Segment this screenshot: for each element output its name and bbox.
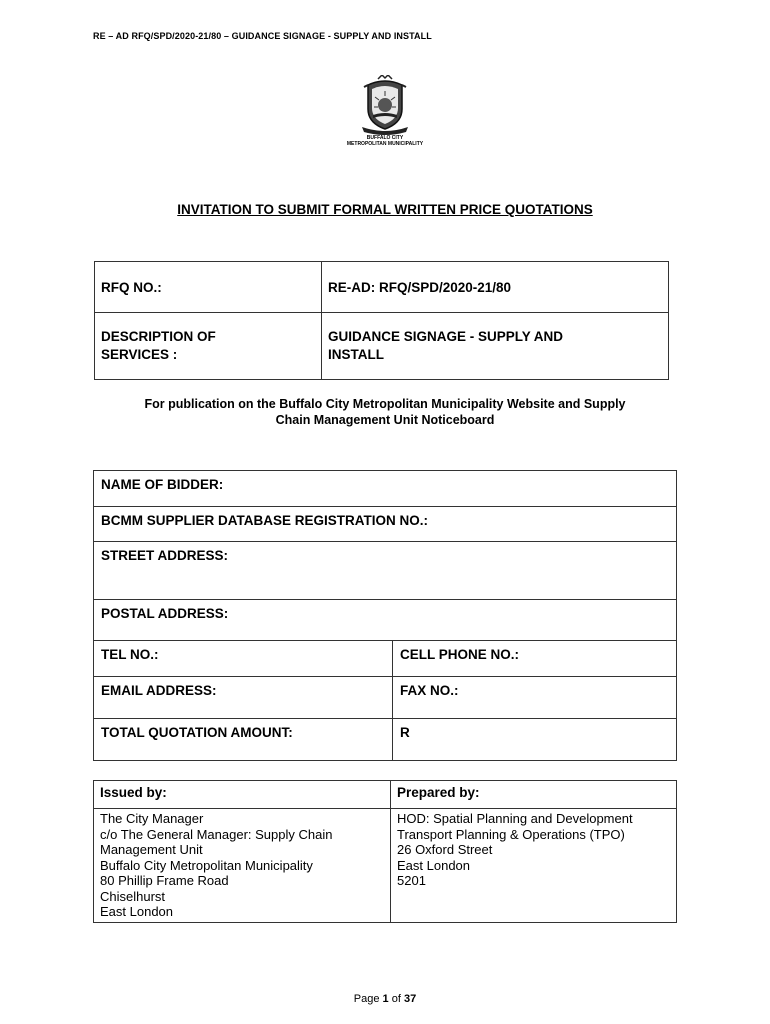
prepared-line: 5201 xyxy=(397,873,426,888)
description-label xyxy=(95,313,322,380)
table-row xyxy=(94,600,677,641)
issued-by-address xyxy=(94,809,391,923)
description-label-line2: SERVICES : xyxy=(101,347,178,362)
page-prefix: Page xyxy=(353,993,380,1005)
supplier-registration-field[interactable]: BCMM SUPPLIER DATABASE REGISTRATION NO.: xyxy=(94,507,677,542)
table-row xyxy=(94,542,677,600)
municipality-logo xyxy=(340,75,430,151)
issued-by-label: Issued by: xyxy=(94,781,391,809)
description-value xyxy=(322,313,669,380)
rfq-table xyxy=(94,261,669,380)
issued-line: East London xyxy=(100,904,174,919)
issuer-table xyxy=(93,780,677,923)
issued-line: Chiselhurst xyxy=(100,888,166,904)
rfq-value: RE-AD: RFQ/SPD/2020-21/80 xyxy=(322,262,669,313)
table-row xyxy=(94,781,677,809)
issued-line: 80 Phillip Frame Road xyxy=(100,873,229,888)
table-row xyxy=(94,677,677,719)
publication-note xyxy=(100,396,670,428)
issued-line: The City Manager xyxy=(100,811,204,826)
table-row xyxy=(95,313,669,380)
total-amount-field[interactable]: R xyxy=(393,719,677,761)
table-row xyxy=(94,641,677,677)
prepared-line: Transport Planning & Operations (TPO) xyxy=(397,826,625,842)
bidder-details-table xyxy=(93,470,677,761)
coat-of-arms-icon xyxy=(360,75,410,135)
prepared-by-label: Prepared by: xyxy=(391,781,677,809)
table-row xyxy=(94,471,677,507)
total-amount-label: TOTAL QUOTATION AMOUNT: xyxy=(94,719,393,761)
page-number xyxy=(0,993,770,1005)
publication-line1: For publication on the Buffalo City Metropolitan Municipality Website and Supply xyxy=(144,397,626,411)
fax-field[interactable]: FAX NO.: xyxy=(393,677,677,719)
description-value-line2: INSTALL xyxy=(328,347,384,362)
table-row xyxy=(94,809,677,923)
logo-text-line1: BUFFALO CITY xyxy=(366,135,404,141)
prepared-line: East London xyxy=(397,857,471,873)
table-row xyxy=(94,719,677,761)
tel-field[interactable]: TEL NO.: xyxy=(94,641,393,677)
table-row xyxy=(94,507,677,542)
page-of: of xyxy=(391,993,401,1005)
postal-address-field[interactable]: POSTAL ADDRESS: xyxy=(94,600,677,641)
page-title: INVITATION TO SUBMIT FORMAL WRITTEN PRICE QUOTATIONS xyxy=(177,202,593,217)
description-label-line1: DESCRIPTION OF xyxy=(101,329,216,344)
current-page: 1 xyxy=(382,993,389,1005)
issued-line: Management Unit xyxy=(100,842,203,857)
description-value-line1: GUIDANCE SIGNAGE - SUPPLY AND xyxy=(328,329,564,344)
logo-text-line2: METROPOLITAN MUNICIPALITY xyxy=(346,141,424,147)
publication-line2: Chain Management Unit Noticeboard xyxy=(275,413,495,427)
issued-line: Buffalo City Metropolitan Municipality xyxy=(100,857,313,873)
street-address-field[interactable]: STREET ADDRESS: xyxy=(94,542,677,600)
total-pages: 37 xyxy=(403,993,417,1005)
email-field[interactable]: EMAIL ADDRESS: xyxy=(94,677,393,719)
issued-line: c/o The General Manager: Supply Chain xyxy=(100,826,333,842)
cell-phone-field[interactable]: CELL PHONE NO.: xyxy=(393,641,677,677)
table-row xyxy=(95,262,669,313)
prepared-line: HOD: Spatial Planning and Development xyxy=(397,811,633,826)
bidder-name-field[interactable]: NAME OF BIDDER: xyxy=(94,471,677,507)
document-header: RE – AD RFQ/SPD/2020-21/80 – GUIDANCE SIGNAGE - SUPPLY AND INSTALL xyxy=(93,31,432,41)
rfq-label: RFQ NO.: xyxy=(95,262,322,313)
prepared-line: 26 Oxford Street xyxy=(397,842,493,857)
prepared-by-address xyxy=(391,809,677,923)
